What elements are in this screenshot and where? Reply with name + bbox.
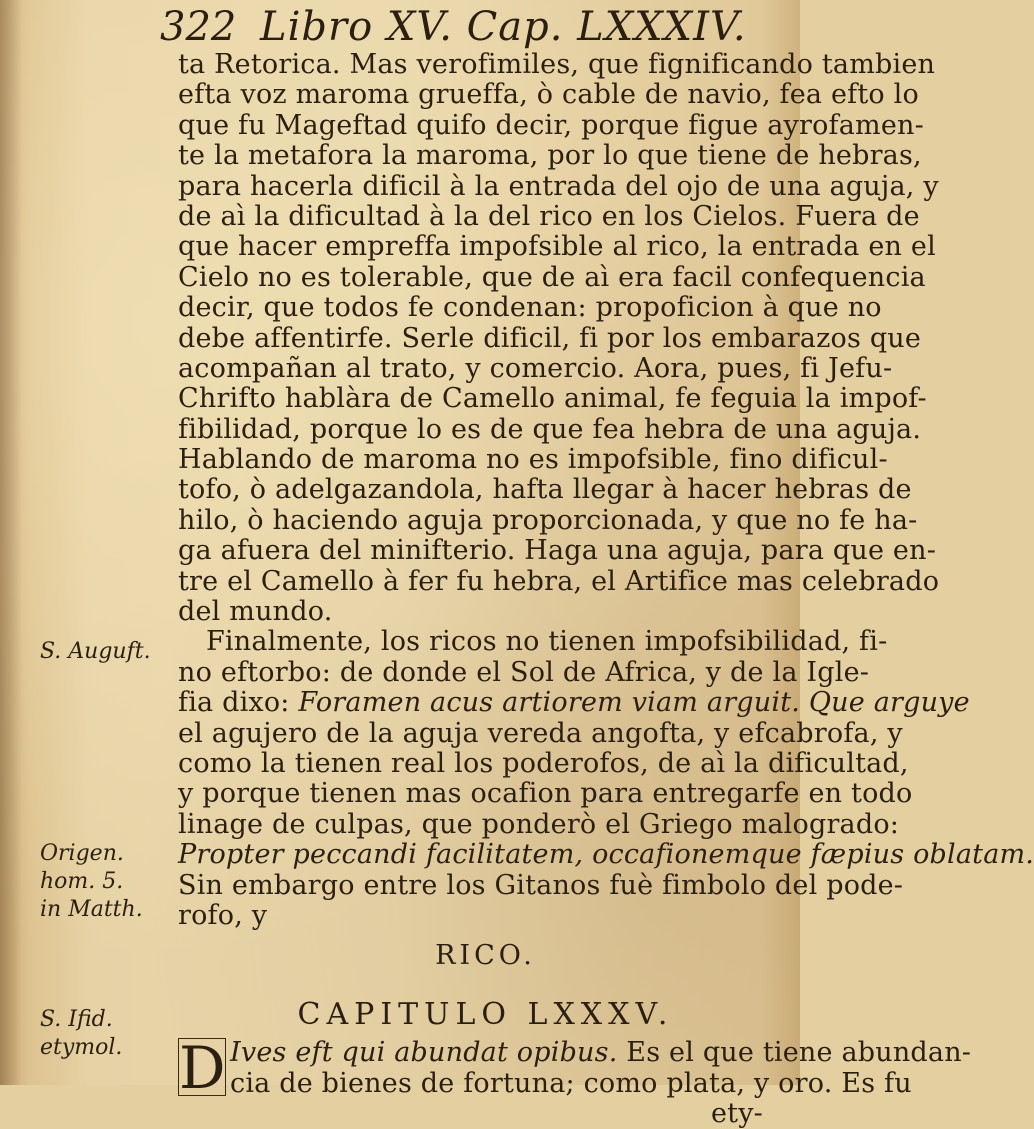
text-line: linage de culpas, que ponderò el Griego malogrado:: [178, 808, 900, 840]
margin-note-text: in Matth.: [40, 897, 143, 922]
text-line: Cielo no es tolerable, que de aì era facil confequencia: [178, 261, 926, 293]
chapter-heading: CAPITULO LXXXV.: [297, 996, 674, 1032]
text-line: Sin embargo entre los Gitanos fuè fimbolo del pode-: [178, 869, 904, 901]
text-line: hilo, ò haciendo aguja proporcionada, y que no fe ha-: [178, 504, 918, 536]
text-line: Chrifto hablàra de Camello animal, fe feguia la impof-: [178, 383, 927, 415]
text-line: Hablando de maroma no es impofsible, fino dificul-: [178, 444, 888, 476]
text-line: efta voz maroma grueffa, ò cable de navio, fea efto lo: [178, 79, 919, 111]
text-line-with-quote: [178, 687, 970, 719]
text-line: debe affentirfe. Serle dificil, fi por los embarazos que: [178, 322, 922, 354]
text-fragment: fia dixo:: [178, 687, 299, 719]
text-line: que fu Mageftad quifo decir, porque figue ayrofamen-: [178, 109, 924, 141]
text-line: de aì la dificultad à la del rico en los Cielos. Fuera de: [178, 200, 920, 232]
text-line: ga afuera del minifterio. Haga una aguja, para que en-: [178, 535, 937, 567]
text-line: que hacer empreffa impofsible al rico, la entrada en el: [178, 231, 936, 263]
margin-note-text: S. Auguft.: [40, 639, 151, 664]
drop-cap: D: [179, 1034, 226, 1103]
text-line: como la tienen real los poderofos, de aì la dificultad,: [178, 747, 909, 779]
text-line: del mundo.: [178, 596, 333, 628]
margin-note-text: S. Ifid.: [40, 1007, 113, 1032]
latin-quote: Propter peccandi facilitatem, occafionemque fæpius oblatam.: [178, 839, 1034, 871]
running-head: Libro XV. Cap. LXXXIV.: [260, 4, 747, 50]
text-line: para hacerla dificil à la entrada del ojo de una aguja, y: [178, 170, 939, 202]
text-fragment: Es el que tiene abundan-: [617, 1037, 972, 1069]
latin-quote: Ives eft qui abundat opibus.: [230, 1037, 618, 1069]
text-line: ta Retorica. Mas verofimiles, que fignificando tambien: [178, 49, 936, 80]
text-line: decir, que todos fe condenan: propoficion à que no: [178, 292, 882, 324]
catchword: ety-: [710, 1097, 763, 1129]
text-line: cia de bienes de fortuna; como plata, y oro. Es fu: [230, 1067, 912, 1099]
margin-note-isidore: [40, 1006, 122, 1062]
binding-shadow: [0, 0, 22, 1085]
text-line: Finalmente, los ricos no tienen impofsibilidad, fi-: [206, 626, 888, 658]
text-line: [178, 1037, 972, 1069]
text-line: no eftorbo: de donde el Sol de Africa, y de la Igle-: [178, 656, 870, 688]
page-number: 322: [160, 4, 237, 50]
chapter-opening: [178, 1034, 972, 1129]
margin-note-origen: [40, 840, 143, 924]
page-header: [160, 4, 790, 50]
text-line: tofo, ò adelgazandola, hafta llegar à hacer hebras de: [178, 474, 912, 506]
margin-note-text: etymol.: [40, 1035, 123, 1060]
text-line: acompañan al trato, y comercio. Aora, pues, fi Jefu-: [178, 352, 893, 384]
body-text: [178, 49, 1034, 1129]
text-line: tre el Camello à fer fu hebra, el Artifice mas celebrado: [178, 565, 940, 597]
text-line: te la metafora la maroma, por lo que tiene de hebras,: [178, 140, 922, 172]
text-line: y porque tienen mas ocafion para entregarfe en todo: [178, 778, 913, 810]
margin-note-augustine: [40, 638, 151, 666]
text-line: el agujero de la aguja vereda angofta, y efcabrofa, y: [178, 717, 903, 749]
margin-note-text: hom. 5.: [40, 869, 124, 894]
latin-quote: Foramen acus artiorem viam arguit. Que arguye: [298, 687, 970, 719]
margin-note-text: Origen.: [40, 841, 124, 866]
text-line: rofo, y: [178, 899, 268, 931]
text-line: fibilidad, porque lo es de que fea hebra de una aguja.: [178, 413, 922, 445]
section-heading: RICO.: [435, 940, 536, 972]
